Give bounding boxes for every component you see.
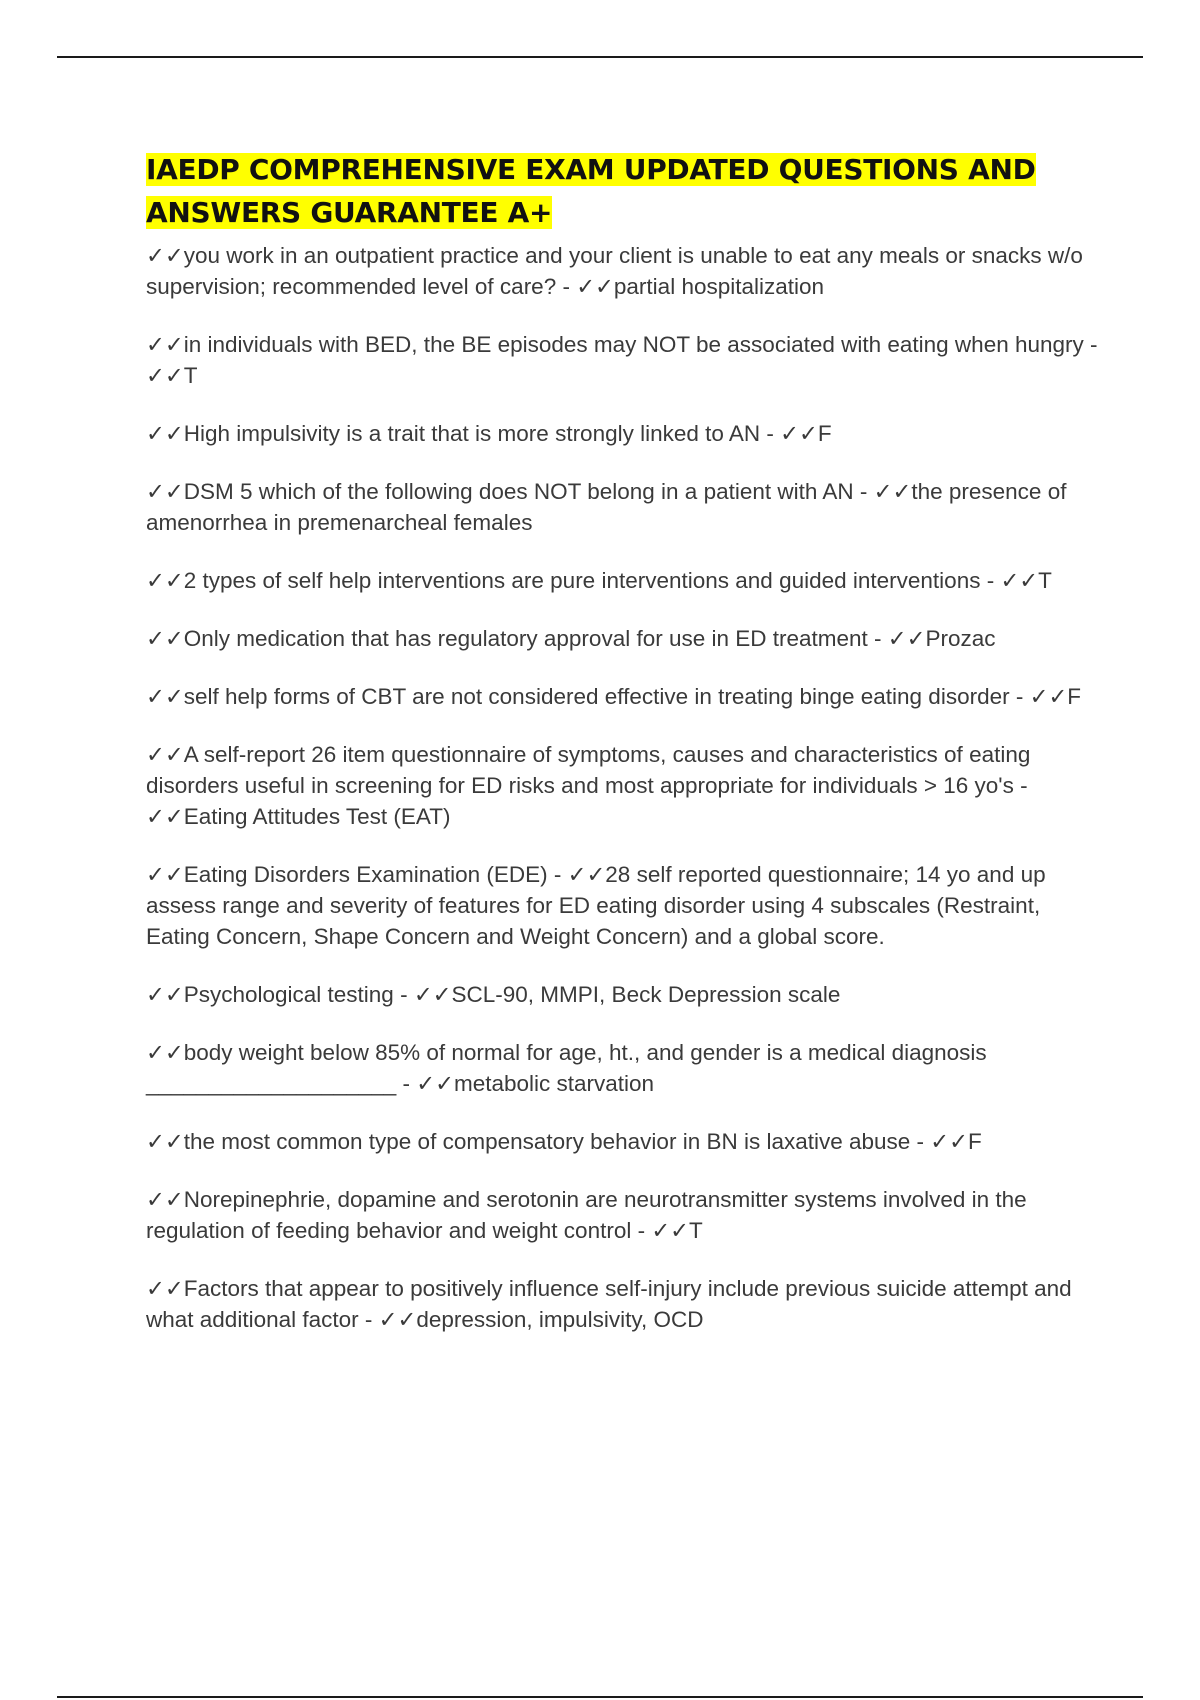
document-title-text: IAEDP COMPREHENSIVE EXAM UPDATED QUESTIONS AND ANSWERS GUARANTEE A+: [146, 153, 1036, 229]
bottom-rule: [57, 1696, 1143, 1698]
qa-item: ✓✓Only medication that has regulatory approval for use in ED treatment - ✓✓Prozac: [146, 626, 996, 651]
top-rule: [57, 56, 1143, 58]
document-body: [146, 148, 1101, 1362]
qa-item: ✓✓in individuals with BED, the BE episodes may NOT be associated with eating when hungry - ✓✓T: [146, 332, 1098, 388]
qa-list: [146, 240, 1101, 1335]
qa-item: ✓✓the most common type of compensatory behavior in BN is laxative abuse - ✓✓F: [146, 1129, 982, 1154]
qa-item: ✓✓self help forms of CBT are not considered effective in treating binge eating disorder - ✓✓F: [146, 684, 1082, 709]
qa-item: ✓✓DSM 5 which of the following does NOT belong in a patient with AN - ✓✓the presence of amenorrhea in premenarcheal females: [146, 479, 1067, 535]
qa-item: ✓✓A self-report 26 item questionnaire of symptoms, causes and characteristics of eating disorders useful in screening for ED risks and most appropriate for individuals > 16 yo's - ✓✓Eating Attitudes Test (EAT): [146, 742, 1031, 829]
qa-item: ✓✓Factors that appear to positively influence self-injury include previous suicide attempt and what additional factor - ✓✓depression, impulsivity, OCD: [146, 1276, 1072, 1332]
qa-item: ✓✓High impulsivity is a trait that is more strongly linked to AN - ✓✓F: [146, 421, 832, 446]
qa-item: ✓✓Eating Disorders Examination (EDE) - ✓✓28 self reported questionnaire; 14 yo and up assess range and severity of features for ED eating disorder using 4 subscales (Restraint, Eating Concern, Shape Concern and Weight Concern) and a global score.: [146, 862, 1046, 949]
document-title: [146, 148, 1101, 234]
qa-item: ✓✓body weight below 85% of normal for age, ht., and gender is a medical diagnosis ____________________ - ✓✓metabolic starvation: [146, 1040, 987, 1096]
qa-item: ✓✓Psychological testing - ✓✓SCL-90, MMPI, Beck Depression scale: [146, 982, 841, 1007]
qa-item: ✓✓2 types of self help interventions are pure interventions and guided interventions - ✓✓T: [146, 568, 1052, 593]
qa-item: ✓✓Norepinephrie, dopamine and serotonin are neurotransmitter systems involved in the regulation of feeding behavior and weight control - ✓✓T: [146, 1187, 1027, 1243]
qa-item: ✓✓you work in an outpatient practice and your client is unable to eat any meals or snacks w/o supervision; recommended level of care? - ✓✓partial hospitalization: [146, 243, 1083, 299]
